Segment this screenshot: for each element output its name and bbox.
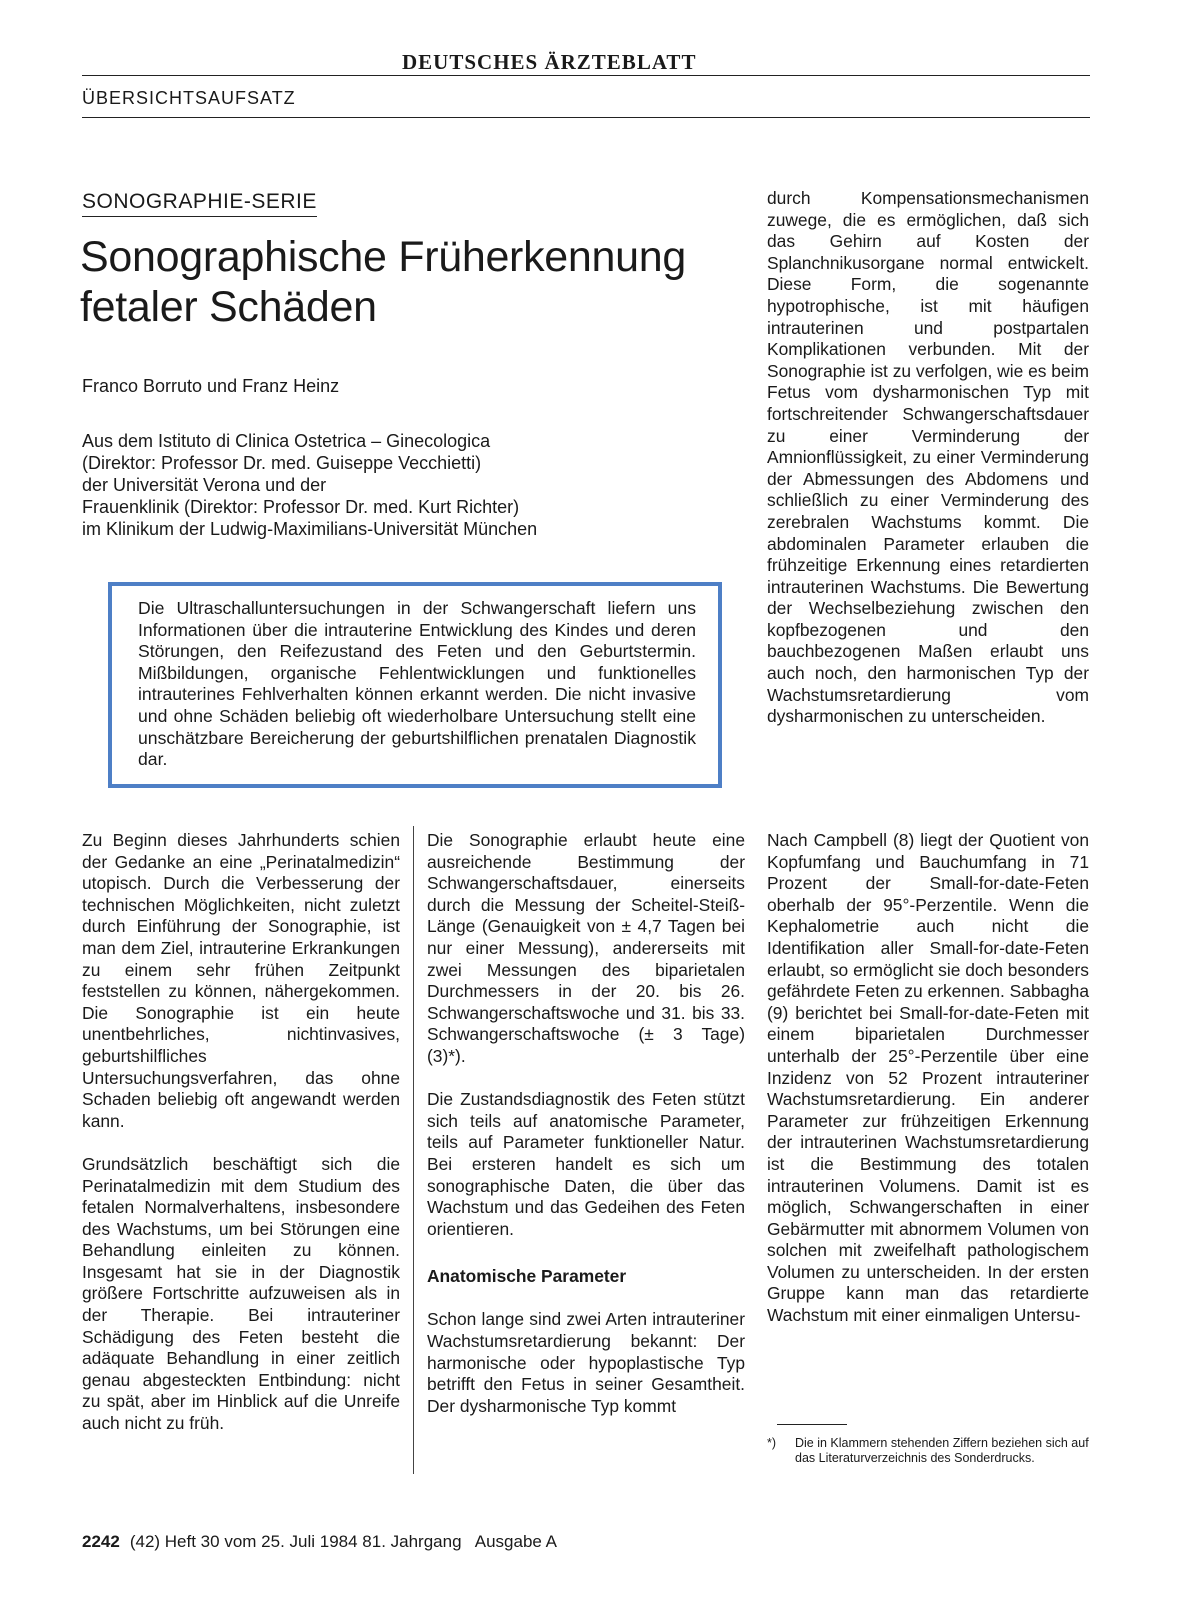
journal-masthead: DEUTSCHES ÄRZTEBLATT [402, 50, 697, 74]
article-title-line-1: Sonographische Früherkennung [80, 233, 686, 281]
body-paragraph: Zu Beginn dieses Jahrhunderts schien der Gedanke an eine „Perinatalmedizin“ utopisch. Durch die Verbesserung der technischen Möglichkeiten, nicht zuletzt durch Einführung der Sonographie, ist man dem Ziel, intrauterine Erkrankungen zu einem sehr frühen Zeitpunkt feststellen zu können, nähergekommen. Die Sonographie ist ein heute unentbehrliches, nichtinvasives, geburtshilfliches Untersuchungsverfahren, das ohne Schaden beliebig oft angewandt werden kann. [82, 830, 400, 1131]
abstract-box [108, 582, 722, 788]
body-paragraph: Nach Campbell (8) liegt der Quotient von Kopfumfang und Bauchumfang in 71 Prozent der Small-for-date-Feten oberhalb der 95°-Perzentile. Wenn die Kephalometrie auch nicht die Identifikation aller Small-for-date-Feten erlaubt, so ermöglicht sie doch besonders gefährdete Feten zu erkennen. Sabbagha (9) berichtet bei Small-for-date-Feten mit einem biparietalen Durchmesser unterhalb der 25°-Perzentile über eine Inzidenz von 52 Prozent intrauteriner Wachstumsretardierung. Ein anderer Parameter zur frühzeitigen Erkennung der intrauterinen Wachstumsretardierung ist die Bestimmung des totalen intrauterinen Volumens. Damit ist es möglich, Schwangerschaften in einer Gebärmutter mit abnormem Volumen von solchen mit zweifelhaft pathologischem Volumen zu unterscheiden. In der ersten Gruppe kann man das retardierte Wachstum mit einer einmaligen Untersu- [767, 830, 1089, 1326]
series-label: SONOGRAPHIE-SERIE [82, 190, 317, 217]
issue-info: (42) Heft 30 vom 25. Juli 1984 81. Jahrgang Ausgabe A [129, 1532, 557, 1551]
body-column-2 [427, 830, 745, 1439]
subheading-anatomische-parameter: Anatomische Parameter [427, 1266, 627, 1287]
footnote-rule [777, 1424, 847, 1425]
body-paragraph: Die Zustandsdiagnostik des Feten stützt sich teils auf anatomische Parameter, teils auf Parameter funktioneller Natur. Bei ersteren handelt es sich um sonographische Daten, die über das Wachstum und das Gedeihen des Feten orientieren. [427, 1089, 745, 1239]
footnote-text: Die in Klammern stehenden Ziffern beziehen sich auf das Literaturverzeichnis des Sonderdrucks. [795, 1436, 1089, 1465]
page-footer [82, 1532, 557, 1552]
affiliation-line: der Universität Verona und der [82, 475, 327, 495]
footnote-mark: *) [767, 1436, 777, 1450]
section-label: ÜBERSICHTSAUFSATZ [82, 88, 296, 108]
authors: Franco Borruto und Franz Heinz [82, 376, 340, 396]
affiliation-line: (Direktor: Professor Dr. med. Guiseppe Vecchietti) [82, 453, 482, 473]
section-rule [82, 117, 1090, 118]
column-divider [413, 826, 414, 1474]
body-paragraph: Die Sonographie erlaubt heute eine ausreichende Bestimmung der Schwangerschaftsdauer, einerseits durch die Messung der Scheitel-Steiß-Länge (Genauigkeit von ± 4,7 Tagen bei nur einer Messung), andererseits mit zwei Messungen des biparietalen Durchmessers in der 20. bis 26. Schwangerschaftswoche und 31. bis 33. Schwangerschaftswoche (± 3 Tage) (3)*). [427, 830, 745, 1066]
body-paragraph: durch Kompensationsmechanismen zuwege, die es ermöglichen, daß sich das Gehirn auf Kosten der Splanchnikusorgane normal entwickelt. Diese Form, die sogenannte hypotrophische, ist mit häufigen intrauterinen und postpartalen Komplikationen verbunden. Mit der Sonographie ist zu verfolgen, wie es beim Fetus vom dysharmonischen Typ mit fortschreitender Schwangerschaftsdauer zu einer Verminderung der Amnionflüssigkeit, zu einer Verminderung der Abmessungen des Abdomens und schließlich zu einer Verminderung des zerebralen Wachstums kommt. Die abdominalen Parameter erlauben die frühzeitige Erkennung eines retardierten intrauterinen Wachstums. Die Bewertung der Wechselbeziehung zwischen den kopfbezogenen und den bauchbezogenen Maßen erlaubt uns auch noch, den harmonischen Typ der Wachstumsretardierung vom dysharmonischen zu unterscheiden. [767, 188, 1089, 727]
affiliation-line: Frauenklinik (Direktor: Professor Dr. med. Kurt Richter) [82, 497, 520, 517]
body-column-1 [82, 830, 400, 1456]
abstract-text: Die Ultraschalluntersuchungen in der Schwangerschaft liefern uns Informationen über die intrauterine Entwicklung des Kindes und deren Störungen, den Reifezustand des Feten und den Geburtstermin. Mißbildungen, organische Fehlentwicklungen und funktionelles intrauterines Fehlverhalten können erkannt werden. Die nicht invasive und ohne Schäden beliebig oft wiederholbare Untersuchung stellt eine unschätzbare Bereicherung der geburtshilflichen prenatalen Diagnostik dar. [138, 598, 696, 770]
affiliation-line: im Klinikum der Ludwig-Maximilians-Universität München [82, 519, 538, 539]
article-title-line-2: fetaler Schäden [80, 283, 377, 331]
body-column-3-top [767, 188, 1089, 749]
affiliation-line: Aus dem Istituto di Clinica Ostetrica – Ginecologica [82, 431, 491, 451]
body-column-3-bottom [767, 830, 1089, 1348]
footnote [767, 1436, 1089, 1466]
masthead-rule [82, 75, 1090, 76]
page-number: 2242 [82, 1532, 120, 1551]
article-title [80, 232, 760, 332]
body-paragraph: Schon lange sind zwei Arten intrauteriner Wachstumsretardierung bekannt: Der harmonische oder hypoplastische Typ betrifft den Fetus in seiner Gesamtheit. Der dysharmonische Typ kommt [427, 1309, 745, 1416]
affiliation [82, 430, 537, 540]
body-paragraph: Grundsätzlich beschäftigt sich die Perinatalmedizin mit dem Studium des fetalen Normalverhaltens, insbesondere des Wachstums, um bei Störungen eine Behandlung einleiten zu können. Insgesamt hat sie in der Diagnostik größere Fortschritte aufzuweisen als in der Therapie. Bei intrauteriner Schädigung des Feten besteht die adäquate Behandlung in einer zeitlich genau abgesteckten Entbindung: nicht zu spät, aber im Hinblick auf die Unreife auch nicht zu früh. [82, 1153, 400, 1434]
